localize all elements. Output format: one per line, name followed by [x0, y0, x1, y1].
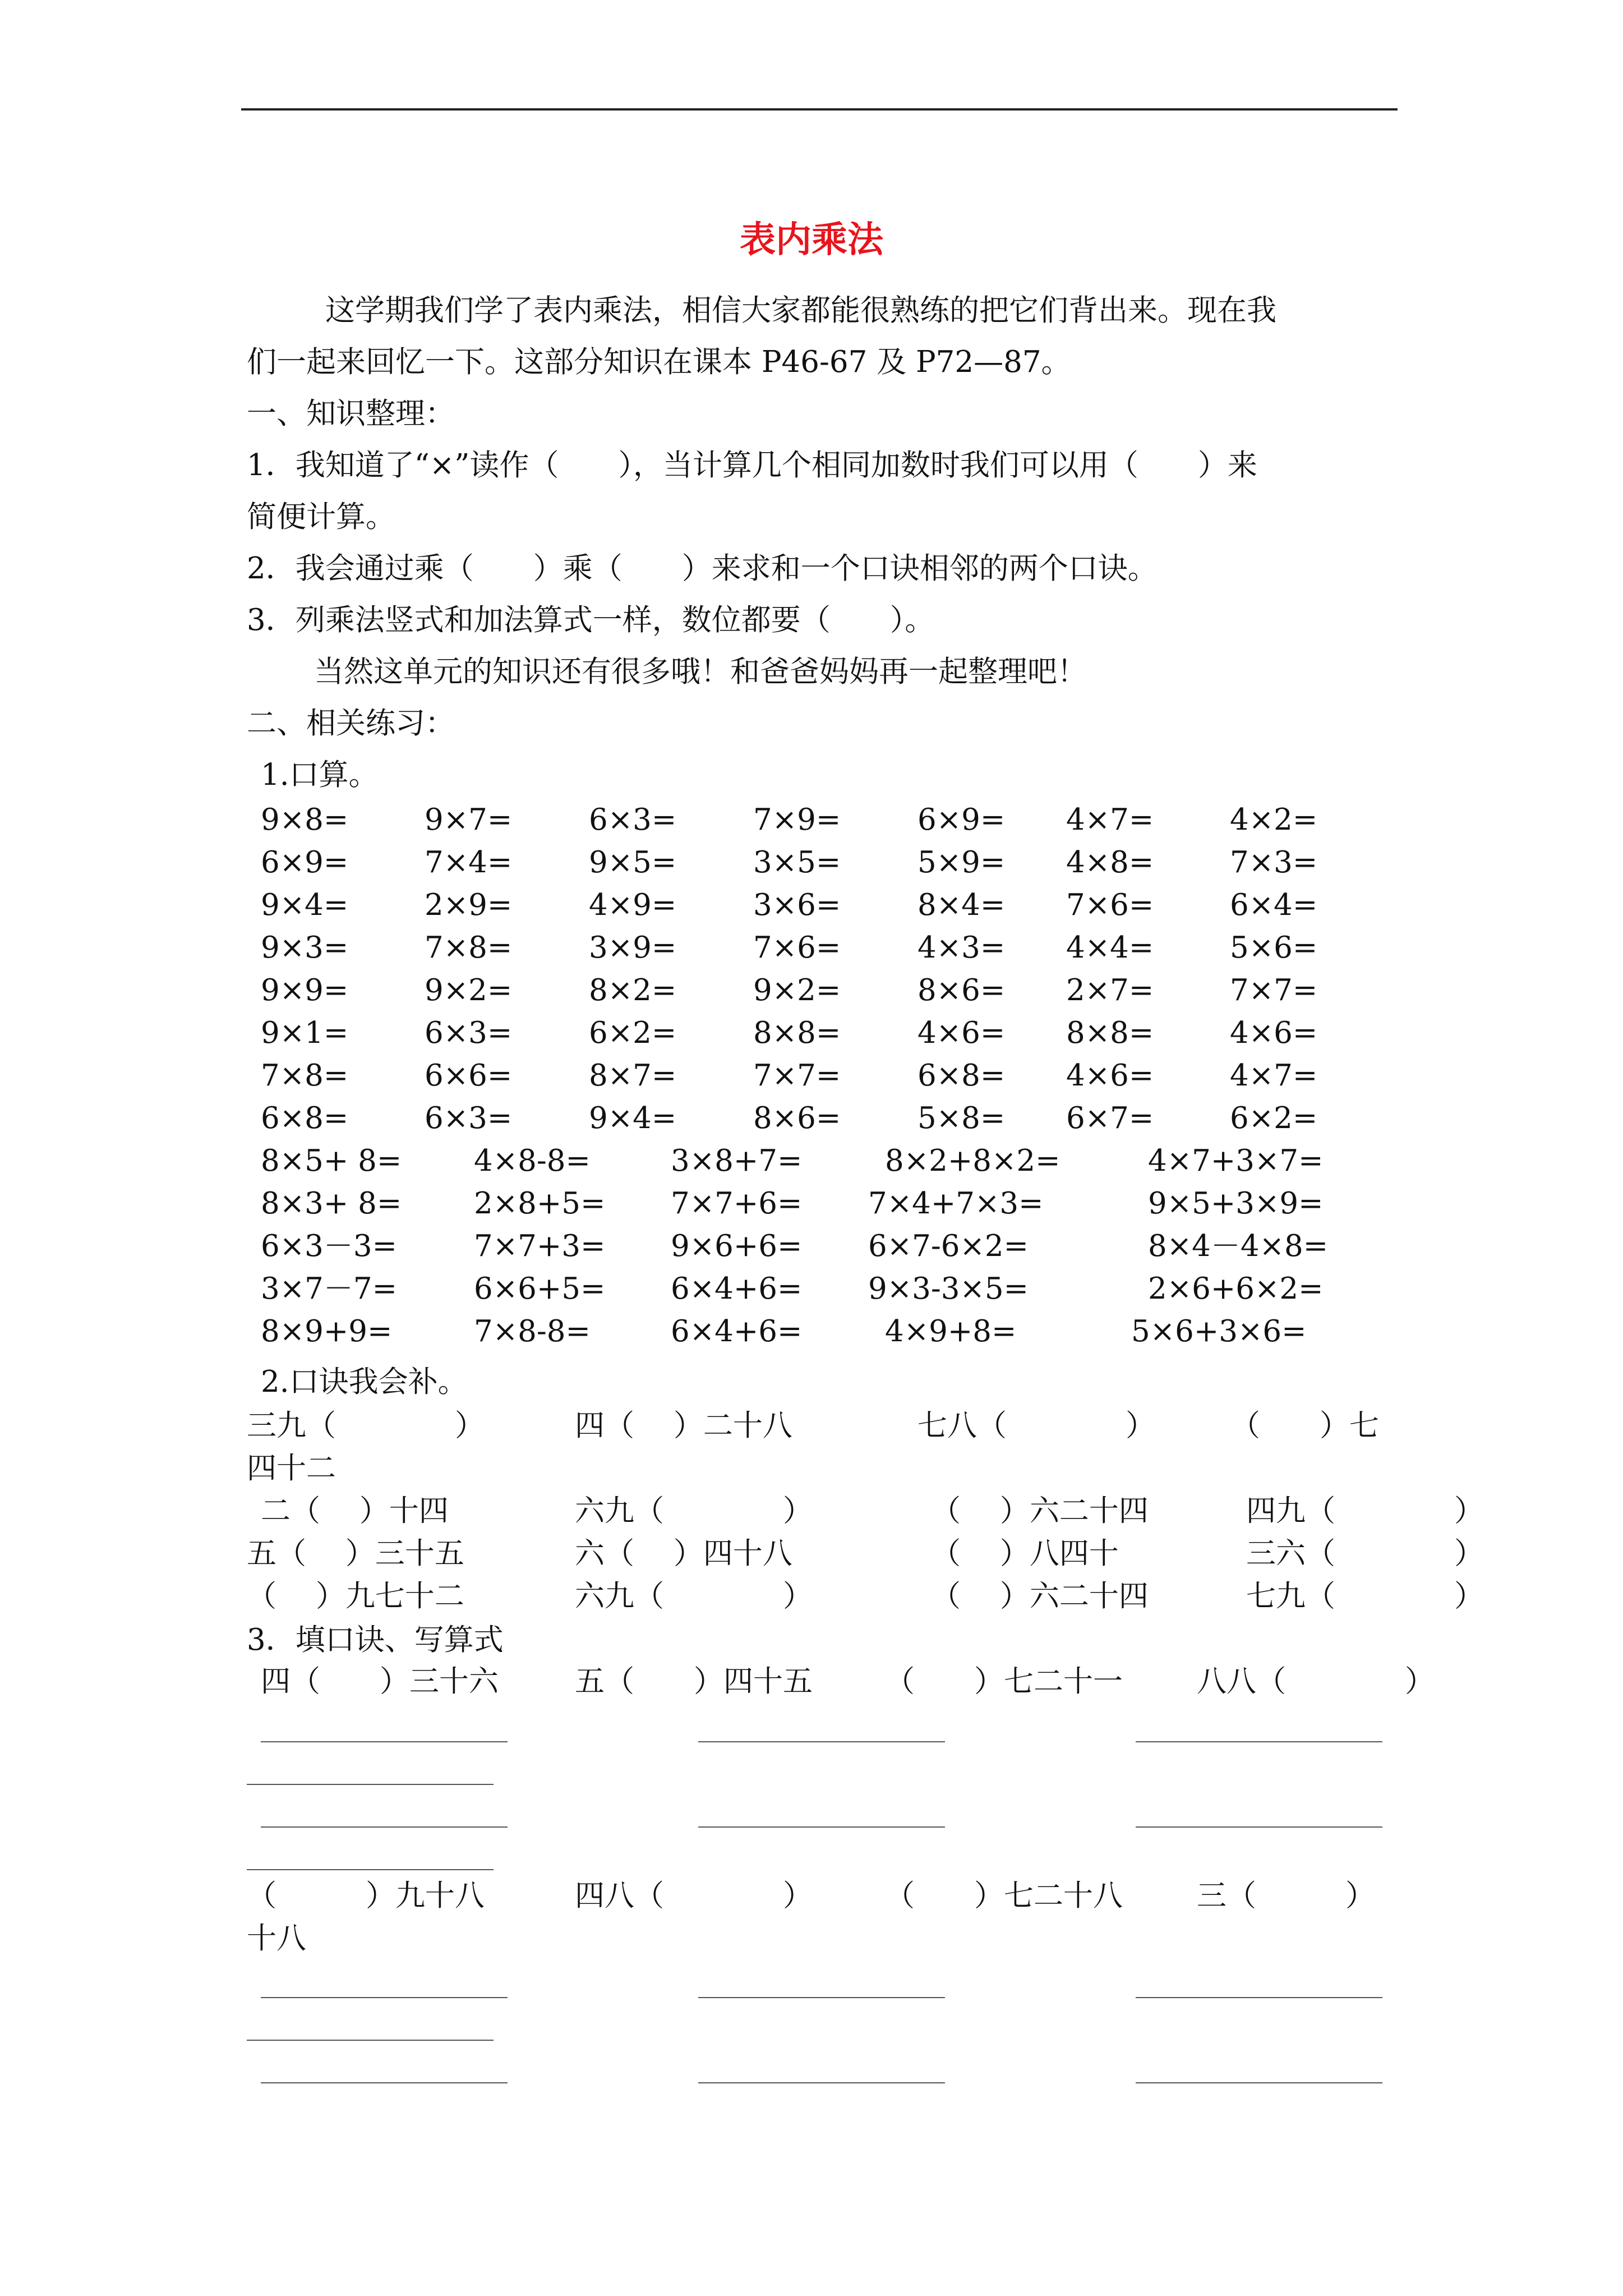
mnemonic-blank[interactable]: 五（ ）三十五 — [247, 1536, 464, 1571]
oral-calc-item: 7×6= — [753, 931, 841, 965]
mixed-calc-item: 2×6+6×2= — [1148, 1272, 1324, 1306]
mnemonic-blank[interactable]: （ ）六二十四 — [931, 1579, 1149, 1613]
intro-line-1: 这学期我们学了表内乘法，相信大家都能很熟练的把它们背出来。现在我 — [325, 293, 1276, 328]
oral-calc-item: 8×6= — [753, 1101, 841, 1135]
oral-calc-item: 4×8= — [1066, 845, 1154, 880]
section-heading-knowledge: 一、知识整理： — [247, 397, 455, 431]
practice-1-title: 1.口算。 — [261, 758, 379, 792]
oral-calc-item: 8×4= — [917, 888, 1006, 922]
oral-calc-item: 4×7= — [1230, 1059, 1318, 1093]
mnemonic-blank[interactable]: 四九（ ） — [1246, 1494, 1484, 1528]
oral-calc-item: 6×3= — [425, 1101, 513, 1135]
question-3: 3．列乘法竖式和加法算式一样，数位都要（ ）。 — [247, 603, 935, 637]
header-rule — [241, 108, 1398, 111]
oral-calc-item: 4×6= — [917, 1016, 1006, 1050]
oral-calc-item: 5×9= — [917, 845, 1006, 880]
mnemonic-blank[interactable]: 六（ ）四十八 — [575, 1536, 792, 1571]
mixed-calc-item: 6×4+6= — [671, 1272, 803, 1306]
oral-calc-item: 9×9= — [261, 973, 349, 1007]
mixed-calc-item: 8×3+ 8= — [261, 1186, 402, 1221]
section-heading-practice: 二、相关练习： — [247, 706, 455, 740]
mixed-calc-item: 4×8-8= — [474, 1144, 591, 1178]
oral-calc-item: 3×6= — [753, 888, 841, 922]
answer-line[interactable] — [261, 1826, 508, 1828]
answer-line[interactable] — [247, 1784, 494, 1785]
oral-calc-item: 9×3= — [261, 931, 349, 965]
oral-calc-item: 4×7= — [1066, 803, 1154, 837]
question-1-line-1: 1．我知道了“×”读作（ ），当计算几个相同加数时我们可以用（ ）来 — [247, 448, 1257, 482]
oral-calc-item: 9×4= — [261, 888, 349, 922]
oral-calc-item: 9×7= — [425, 803, 513, 837]
oral-calc-item: 4×2= — [1230, 803, 1318, 837]
oral-calc-item: 5×6= — [1230, 931, 1318, 965]
mnemonic-blank[interactable]: 六九（ ） — [575, 1494, 813, 1528]
oral-calc-item: 7×8= — [425, 931, 513, 965]
fill-mnemonic[interactable]: 五（ ）四十五 — [575, 1664, 813, 1699]
mnemonic-blank[interactable]: 四（ ）二十八 — [575, 1409, 792, 1443]
mixed-calc-item: 9×5+3×9= — [1148, 1186, 1324, 1221]
practice-2-title: 2.口诀我会补。 — [261, 1365, 468, 1399]
oral-calc-item: 5×8= — [917, 1101, 1006, 1135]
oral-calc-item: 4×9= — [589, 888, 677, 922]
mnemonic-blank[interactable]: （ ）七 — [1230, 1409, 1379, 1443]
oral-calc-item: 9×1= — [261, 1016, 349, 1050]
oral-calc-item: 9×5= — [589, 845, 677, 880]
oral-calc-item: 7×6= — [1066, 888, 1154, 922]
mixed-calc-item: 5×6+3×6= — [1131, 1314, 1307, 1349]
answer-line[interactable] — [698, 1826, 945, 1828]
mnemonic-wrap: 四十二 — [247, 1451, 336, 1485]
mixed-calc-item: 9×6+6= — [671, 1229, 803, 1263]
answer-line[interactable] — [247, 2040, 494, 2041]
encouragement-note: 当然这单元的知识还有很多哦！和爸爸妈妈再一起整理吧！ — [314, 655, 1087, 689]
mnemonic-blank[interactable]: 三六（ ） — [1246, 1536, 1484, 1571]
oral-calc-item: 4×6= — [1066, 1059, 1154, 1093]
mixed-calc-item: 6×7-6×2= — [868, 1229, 1029, 1263]
answer-line[interactable] — [1136, 1826, 1382, 1828]
oral-calc-item: 8×8= — [1066, 1016, 1154, 1050]
oral-calc-item: 3×5= — [753, 845, 841, 880]
answer-line[interactable] — [1136, 2082, 1382, 2083]
oral-calc-item: 6×4= — [1230, 888, 1318, 922]
oral-calc-item: 7×3= — [1230, 845, 1318, 880]
oral-calc-item: 6×8= — [917, 1059, 1006, 1093]
oral-calc-item: 7×9= — [753, 803, 841, 837]
mixed-calc-item: 2×8+5= — [474, 1186, 606, 1221]
oral-calc-item: 8×7= — [589, 1059, 677, 1093]
oral-calc-item: 7×7= — [1230, 973, 1318, 1007]
oral-calc-item: 8×8= — [753, 1016, 841, 1050]
mixed-calc-item: 8×2+8×2= — [885, 1144, 1061, 1178]
oral-calc-item: 6×9= — [261, 845, 349, 880]
question-1-line-2: 简便计算。 — [247, 500, 395, 534]
mixed-calc-item: 7×7+3= — [474, 1229, 606, 1263]
mixed-calc-item: 6×6+5= — [474, 1272, 606, 1306]
mixed-calc-item: 8×4－4×8= — [1148, 1229, 1329, 1263]
mixed-calc-item: 6×4+6= — [671, 1314, 803, 1349]
oral-calc-item: 6×2= — [589, 1016, 677, 1050]
fill-mnemonic[interactable]: （ ）九十八 — [247, 1879, 485, 1913]
answer-line[interactable] — [261, 1997, 508, 1998]
oral-calc-item: 6×7= — [1066, 1101, 1154, 1135]
mixed-calc-item: 8×9+9= — [261, 1314, 393, 1349]
fill-mnemonic[interactable]: （ ）七二十八 — [885, 1879, 1123, 1913]
oral-calc-item: 6×6= — [425, 1059, 513, 1093]
oral-calc-item: 4×3= — [917, 931, 1006, 965]
mnemonic-blank[interactable]: 七八（ ） — [917, 1409, 1155, 1443]
answer-line[interactable] — [698, 1997, 945, 1998]
oral-calc-item: 9×8= — [261, 803, 349, 837]
mnemonic-blank[interactable]: 三九（ ） — [247, 1409, 485, 1443]
answer-line[interactable] — [247, 1869, 494, 1870]
answer-line[interactable] — [261, 2082, 508, 2083]
mixed-calc-item: 3×7－7= — [261, 1272, 397, 1306]
mixed-calc-item: 6×3－3= — [261, 1229, 397, 1263]
answer-line[interactable] — [698, 2082, 945, 2083]
mixed-calc-item: 7×4+7×3= — [868, 1186, 1044, 1221]
oral-calc-item: 6×8= — [261, 1101, 349, 1135]
mnemonic-blank[interactable]: （ ）九七十二 — [247, 1579, 464, 1613]
mnemonic-blank[interactable]: 二（ ）十四 — [261, 1494, 449, 1528]
practice-3-title: 3．填口诀、写算式 — [247, 1623, 504, 1657]
oral-calc-item: 6×9= — [917, 803, 1006, 837]
question-2: 2．我会通过乘（ ）乘（ ）来求和一个口诀相邻的两个口诀。 — [247, 551, 1158, 586]
mnemonic-blank[interactable]: （ ）六二十四 — [931, 1494, 1149, 1528]
mnemonic-blank[interactable]: （ ）八四十 — [931, 1536, 1119, 1571]
oral-calc-item: 2×9= — [425, 888, 513, 922]
oral-calc-item: 4×6= — [1230, 1016, 1318, 1050]
mixed-calc-item: 4×9+8= — [885, 1314, 1017, 1349]
answer-line[interactable] — [261, 1741, 508, 1742]
oral-calc-item: 8×2= — [589, 973, 677, 1007]
answer-line[interactable] — [698, 1741, 945, 1742]
oral-calc-item: 8×6= — [917, 973, 1006, 1007]
fill-mnemonic-wrap: 十八 — [247, 1921, 306, 1955]
mnemonic-blank[interactable]: 六九（ ） — [575, 1579, 813, 1613]
oral-calc-item: 6×2= — [1230, 1101, 1318, 1135]
mixed-calc-item: 7×8-8= — [474, 1314, 591, 1349]
fill-mnemonic[interactable]: 三（ ） — [1197, 1879, 1375, 1913]
oral-calc-item: 7×7= — [753, 1059, 841, 1093]
intro-line-2: 们一起来回忆一下。这部分知识在课本 P46-67 及 P72—87。 — [247, 345, 1071, 379]
oral-calc-item: 7×8= — [261, 1059, 349, 1093]
mixed-calc-item: 8×5+ 8= — [261, 1144, 402, 1178]
oral-calc-item: 7×4= — [425, 845, 513, 880]
oral-calc-item: 2×7= — [1066, 973, 1154, 1007]
oral-calc-item: 6×3= — [589, 803, 677, 837]
oral-calc-item: 3×9= — [589, 931, 677, 965]
fill-mnemonic[interactable]: 八八（ ） — [1197, 1664, 1435, 1699]
oral-calc-item: 6×3= — [425, 1016, 513, 1050]
oral-calc-item: 9×2= — [425, 973, 513, 1007]
fill-mnemonic[interactable]: 四八（ ） — [575, 1879, 813, 1913]
answer-line[interactable] — [1136, 1997, 1382, 1998]
mnemonic-blank[interactable]: 七九（ ） — [1246, 1579, 1484, 1613]
oral-calc-item: 9×2= — [753, 973, 841, 1007]
answer-line[interactable] — [1136, 1741, 1382, 1742]
mixed-calc-item: 3×8+7= — [671, 1144, 803, 1178]
fill-mnemonic[interactable]: 四（ ）三十六 — [261, 1664, 499, 1699]
oral-calc-item: 4×4= — [1066, 931, 1154, 965]
mixed-calc-item: 4×7+3×7= — [1148, 1144, 1324, 1178]
oral-calc-item: 9×4= — [589, 1101, 677, 1135]
page-title: 表内乘法 — [740, 219, 883, 261]
mixed-calc-item: 9×3-3×5= — [868, 1272, 1029, 1306]
fill-mnemonic[interactable]: （ ）七二十一 — [885, 1664, 1123, 1699]
mixed-calc-item: 7×7+6= — [671, 1186, 803, 1221]
